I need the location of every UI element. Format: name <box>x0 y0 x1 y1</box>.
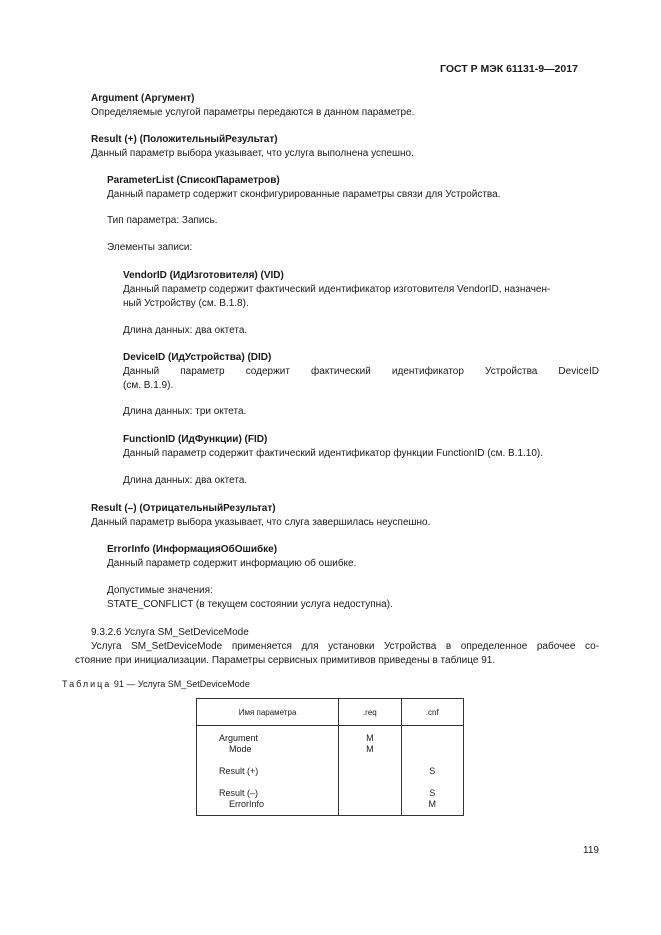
cell-cnf: S <box>401 755 463 777</box>
error-info-title: ErrorInfo (ИнформацияОбОшибке) <box>107 544 278 555</box>
vendor-id-length: Длина данных: два октета. <box>123 325 248 336</box>
device-id-line2: (см. В.1.9). <box>123 380 174 391</box>
result-neg-title: Result (–) (ОтрицательныйРезультат) <box>91 503 276 514</box>
table-row <box>197 799 464 816</box>
cell-req <box>339 799 401 816</box>
table-row <box>197 777 464 799</box>
column-header-name: Имя параметра <box>197 699 339 726</box>
document-header: ГОСТ Р МЭК 61131-9—2017 <box>440 63 578 75</box>
table-row <box>197 744 464 755</box>
cell-name: Mode <box>197 744 339 755</box>
vendor-id-line2: ный Устройству (см. В.1.8). <box>123 298 249 309</box>
parameters-table <box>196 698 464 816</box>
cell-req <box>339 755 401 777</box>
table-caption <box>62 677 250 691</box>
vendor-id-line1: Данный параметр содержит фактический идентификатор изготовителя VendorID, назначен- <box>123 284 551 295</box>
cell-req: M <box>339 726 401 745</box>
parameter-type: Тип параметра: Запись. <box>107 215 218 226</box>
cell-cnf: M <box>401 799 463 816</box>
column-header-cnf: .cnf <box>401 699 463 726</box>
cell-name: Result (–) <box>197 777 339 799</box>
column-header-req: .req <box>339 699 401 726</box>
result-neg-text: Данный параметр выбора указывает, что слуга завершилась неуспешно. <box>91 517 431 528</box>
cell-name: Argument <box>197 726 339 745</box>
function-id-title: FunctionID (ИдФункции) (FID) <box>123 434 268 445</box>
section-line1: Услуга SM_SetDeviceMode применяется для установки Устройства в определенное рабочее со- <box>91 641 599 652</box>
allowed-values-label: Допустимые значения: <box>107 585 213 596</box>
cell-cnf <box>401 726 463 745</box>
error-info-text: Данный параметр содержит информацию об ошибке. <box>107 558 357 569</box>
record-elements: Элементы записи: <box>107 242 193 253</box>
cell-name: ErrorInfo <box>197 799 339 816</box>
device-id-length: Длина данных: три октета. <box>123 406 247 417</box>
cell-req: M <box>339 744 401 755</box>
argument-text: Определяемые услугой параметры передаются в данном параметре. <box>91 107 415 118</box>
parameter-list-text: Данный параметр содержит сконфигурированные параметры связи для Устройства. <box>107 189 501 200</box>
table-caption-text: 91 — Услуга SM_SetDeviceMode <box>113 679 250 689</box>
section-line2: стояние при инициализации. Параметры сервисных примитивов приведены в таблице 91. <box>75 655 496 666</box>
page-number: 119 <box>583 845 599 856</box>
table-row <box>197 726 464 745</box>
result-pos-text: Данный параметр выбора указывает, что услуга выполнена успешно. <box>91 148 414 159</box>
cell-name: Result (+) <box>197 755 339 777</box>
allowed-value-state-conflict: STATE_CONFLICT (в текущем состоянии услуга недоступна). <box>107 599 393 610</box>
function-id-length: Длина данных: два октета. <box>123 475 248 486</box>
device-id-line1: Данный параметр содержит фактический идентификатор Устройства DeviceID <box>123 366 599 377</box>
argument-title: Argument (Аргумент) <box>91 93 195 104</box>
function-id-text: Данный параметр содержит фактический идентификатор функции FunctionID (см. В.1.10). <box>123 448 544 459</box>
vendor-id-title: VendorID (ИдИзготовителя) (VID) <box>123 270 284 281</box>
cell-cnf: S <box>401 777 463 799</box>
section-heading: 9.3.2.6 Услуга SM_SetDeviceMode <box>91 627 249 638</box>
device-id-title: DeviceID (ИдУстройства) (DID) <box>123 352 272 363</box>
parameter-list-title: ParameterList (СписокПараметров) <box>107 175 280 186</box>
cell-cnf <box>401 744 463 755</box>
table-caption-label: Таблица <box>62 679 112 689</box>
cell-req <box>339 777 401 799</box>
table-row <box>197 755 464 777</box>
result-pos-title: Result (+) (ПоложительныйРезультат) <box>91 134 278 145</box>
